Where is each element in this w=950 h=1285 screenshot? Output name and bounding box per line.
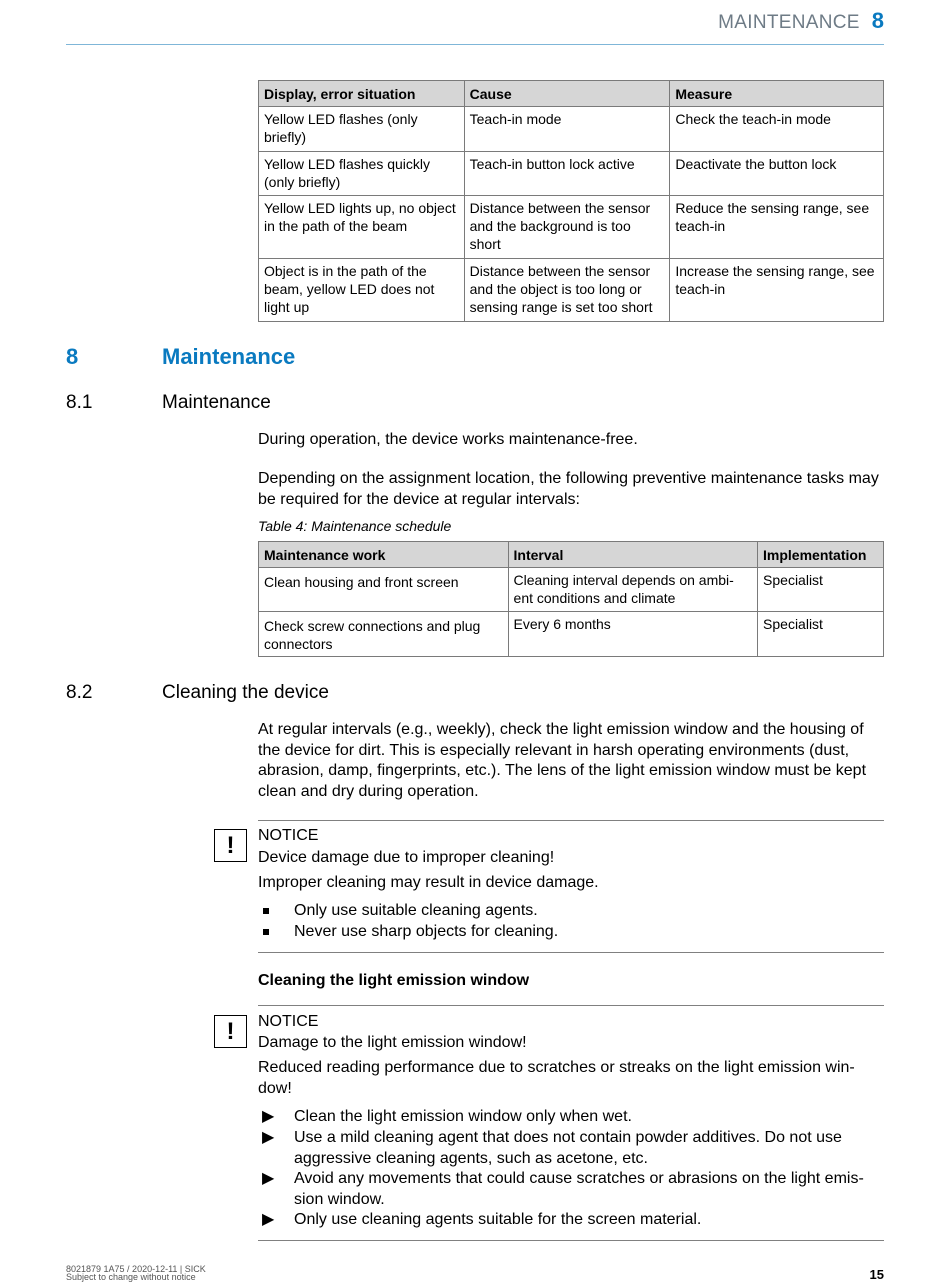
notice-label: NOTICE <box>258 827 319 844</box>
header-divider <box>66 44 884 45</box>
table-row <box>259 612 884 657</box>
paragraph: Depending on the assignment location, the following preventive maintenance tasks may be required for the device at regular intervals: <box>258 470 879 508</box>
table-cell: Every 6 months <box>508 612 757 657</box>
table-cell: Yellow LED flashes (only briefly) <box>259 107 465 152</box>
subheading: Cleaning the light emission window <box>258 972 530 989</box>
notice-top-divider <box>258 1005 884 1006</box>
table-cell: Check the teach-in mode <box>670 107 884 152</box>
footer-disclaimer: Subject to change without notice <box>66 1272 196 1282</box>
notice-bottom-divider <box>258 1240 884 1241</box>
arrow-bullet-icon: ▶ <box>262 1129 275 1146</box>
subsection-number: 8.2 <box>66 682 93 703</box>
list-item: Never use sharp objects for cleaning. <box>258 922 884 943</box>
subsection-number: 8.1 <box>66 392 93 413</box>
table-row <box>259 107 884 152</box>
notice-text: Improper cleaning may result in device damage. <box>258 874 599 891</box>
list-item: ▶ Use a mild cleaning agent that does not contain powder additives. Do not use aggressive cleaning agents, such as acetone, etc. <box>262 1129 842 1167</box>
table-cell: Deactivate the button lock <box>670 152 884 196</box>
page-number: 15 <box>869 1267 884 1282</box>
column-header: Measure <box>670 81 884 107</box>
notice-title: Device damage due to improper cleaning! <box>258 849 555 866</box>
table-header-row <box>259 81 884 107</box>
table-row <box>259 196 884 259</box>
table-cell: Specialist <box>758 612 884 657</box>
footer-document-id: 8021879 1A75 / 2020-12-11 | SICK <box>66 1264 206 1274</box>
notice-bottom-divider <box>258 952 884 953</box>
section-title: Maintenance <box>162 344 296 369</box>
table-cell: Distance between the sensor and the background is too short <box>464 196 670 259</box>
table-cell: Specialist <box>758 568 884 612</box>
table-cell: Teach-in button lock active <box>464 152 670 196</box>
table-caption: Table 4: Maintenance schedule <box>258 518 452 534</box>
paragraph: At regular intervals (e.g., weekly), check the light emission window and the housing of the device for dirt. This is especially relevant in harsh operating environments (dust, abrasion, damp, fingerprints, etc.). The lens of the light emission window must be kept clean and dry during operation. <box>258 721 867 800</box>
table-row <box>259 152 884 196</box>
maintenance-schedule-table <box>258 541 884 657</box>
table-cell: Check screw connections and plug connectors <box>259 612 509 657</box>
table-row <box>259 259 884 322</box>
exclamation-icon: ! <box>214 1015 247 1048</box>
table-cell: Reduce the sensing range, see teach-in <box>670 196 884 259</box>
table-cell: Teach-in mode <box>464 107 670 152</box>
square-bullet-icon <box>263 929 269 935</box>
notice-title: Damage to the light emission window! <box>258 1034 527 1051</box>
table-cell: Increase the sensing range, see teach-in <box>670 259 884 322</box>
arrow-bullet-icon: ▶ <box>262 1108 275 1125</box>
square-bullet-icon <box>263 908 269 914</box>
arrow-bullet-icon: ▶ <box>262 1211 275 1228</box>
section-number: 8 <box>66 344 79 369</box>
table-cell: Distance between the sensor and the object is too long or sensing range is set too short <box>464 259 670 322</box>
table-cell: Clean housing and front screen <box>259 568 509 612</box>
paragraph: During operation, the device works maintenance-free. <box>258 431 638 448</box>
subsection-title: Maintenance <box>162 392 271 413</box>
troubleshooting-table <box>258 80 884 322</box>
header-title: MAINTENANCE <box>718 12 860 33</box>
column-header: Cause <box>464 81 670 107</box>
header-chapter-number: 8 <box>871 8 884 33</box>
subsection-title: Cleaning the device <box>162 682 329 703</box>
column-header: Interval <box>508 542 757 568</box>
list-item: ▶ Avoid any movements that could cause scratches or abrasions on the light emis-sion window. <box>262 1170 864 1208</box>
notice-text: Reduced reading performance due to scratches or streaks on the light emission win-dow! <box>258 1059 855 1097</box>
table-row <box>259 568 884 612</box>
arrow-bullet-icon: ▶ <box>262 1170 275 1187</box>
list-item: Only use suitable cleaning agents. <box>258 901 884 922</box>
column-header: Display, error situation <box>259 81 465 107</box>
running-header <box>718 8 884 34</box>
table-header-row <box>259 542 884 568</box>
column-header: Maintenance work <box>259 542 509 568</box>
list-item: ▶ Only use cleaning agents suitable for the screen material. <box>258 1210 884 1231</box>
notice-label: NOTICE <box>258 1013 319 1030</box>
table-cell: Object is in the path of the beam, yellow LED does not light up <box>259 259 465 322</box>
list-item: ▶ Clean the light emission window only when wet. <box>258 1107 884 1128</box>
table-cell: Yellow LED flashes quickly (only briefly) <box>259 152 465 196</box>
exclamation-icon: ! <box>214 829 247 862</box>
table-cell: Yellow LED lights up, no object in the path of the beam <box>259 196 465 259</box>
table-cell: Cleaning interval depends on ambi-ent conditions and climate <box>508 568 757 612</box>
notice-top-divider <box>258 820 884 821</box>
column-header: Implementation <box>758 542 884 568</box>
